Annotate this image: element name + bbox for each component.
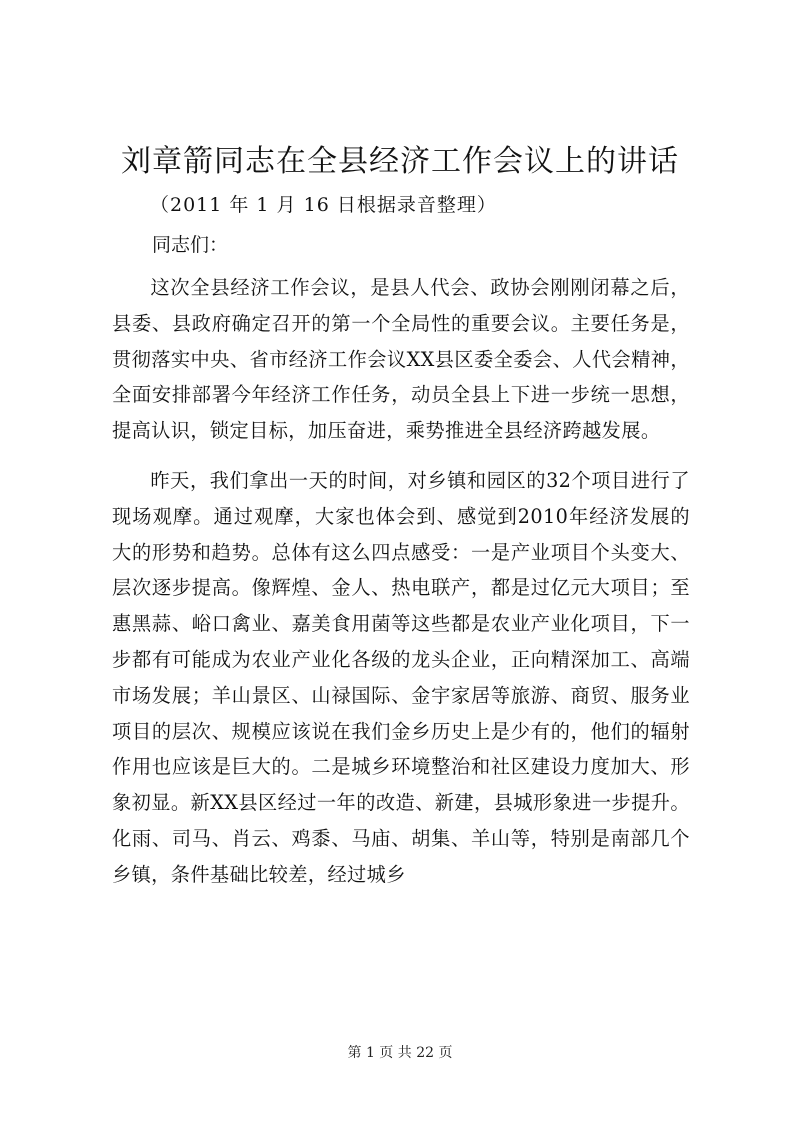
page-number-footer: 第 1 页 共 22 页 <box>347 1045 453 1061</box>
paragraph-2: 昨天，我们拿出一天的时间，对乡镇和园区的32个项目进行了现场观摩。通过观摩，大家也体会到、感觉到2010年经济发展的大的形势和趋势。总体有这么四点感受：一是产业项目个头变大、层次逐步提高。像辉煌、金人、热电联产，都是过亿元大项目；至惠黑蒜、峪口禽业、嘉美食用菌等这些都是农业产业化项目，下一步都有可能成为农业产业化各级的龙头企业，正向精深加工、高端市场发展；羊山景区、山禄国际、金宇家居等旅游、商贸、服务业项目的层次、规模应该说在我们金乡历史上是少有的，他们的辐射作用也应该是巨大的。二是城乡环境整治和社区建设力度加大、形象初显。新XX县区经过一年的改造、新建，县城形象进一步提升。化雨、司马、肖云、鸡黍、马庙、胡集、羊山等，特别是南部几个乡镇，条件基础比较差，经过城乡 <box>112 468 690 886</box>
subtitle-date-note: （2011 年 1 月 16 日根据录音整理） <box>150 194 497 216</box>
greeting: 同志们： <box>152 234 229 256</box>
paragraph-1: 这次全县经济工作会议，是县人代会、政协会刚刚闭幕之后，县委、县政府确定召开的第一个全局性的重要会议。主要任务是，贯彻落实中央、省市经济工作会议XX县区委全委会、人代会精神，全面安排部署今年经济工作任务，动员全县上下进一步统一思想，提高认识，锁定目标，加压奋进，乘势推进全县经济跨越发展。 <box>112 276 690 443</box>
body-text <box>112 270 690 907</box>
page-title: 刘章箭同志在全县经济工作会议上的讲话 <box>121 144 679 179</box>
